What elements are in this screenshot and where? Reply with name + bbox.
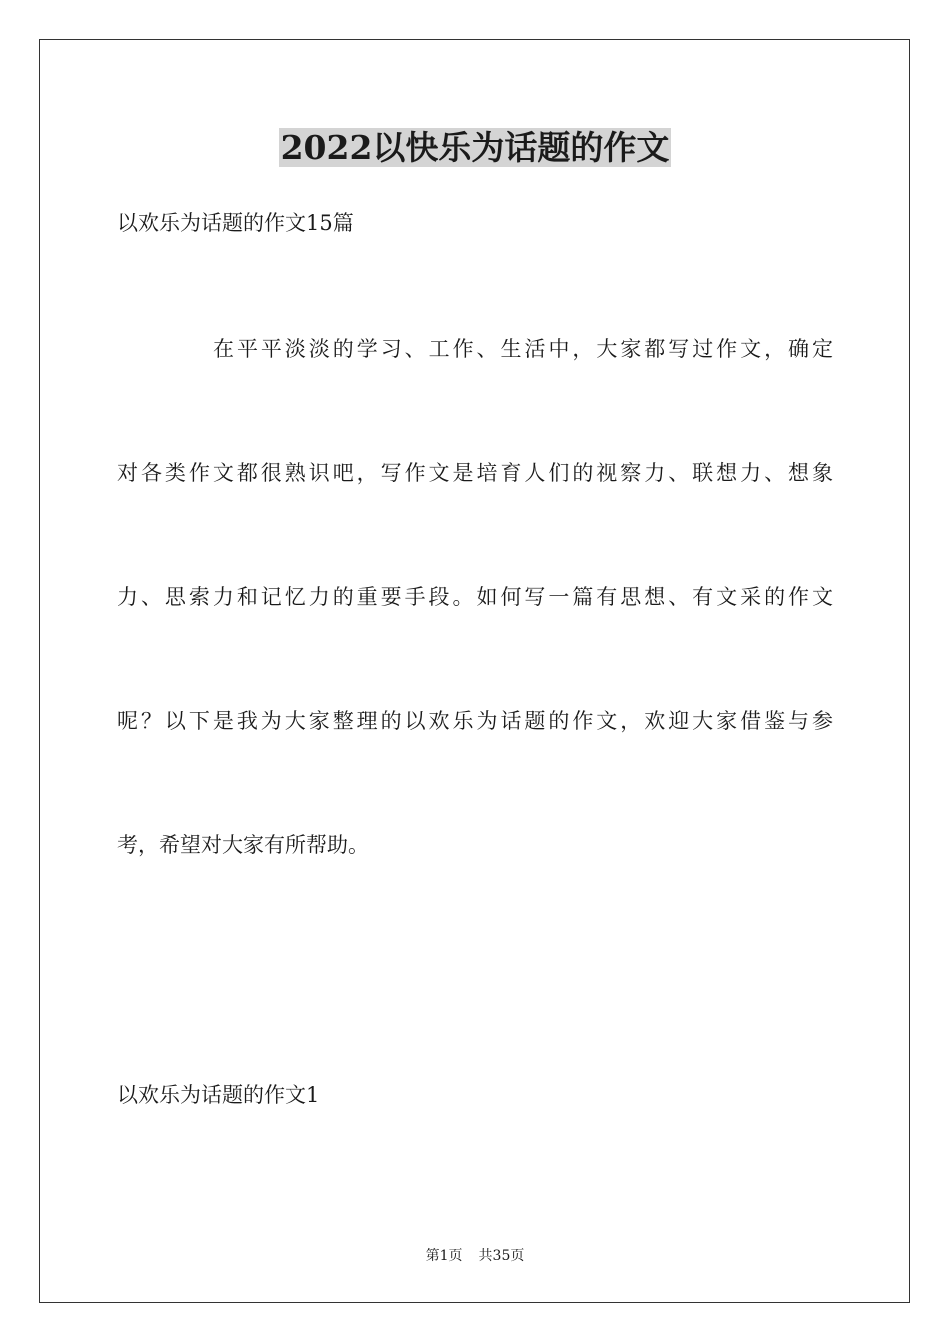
page-total: 共35页 (478, 1248, 525, 1264)
document-title (0, 124, 950, 172)
document-title-text: 2022以快乐为话题的作文 (280, 128, 670, 167)
page-footer (0, 1246, 950, 1266)
intro-line-1: 在平平淡淡的学习、工作、生活中，大家都写过作文，确定 (213, 337, 833, 361)
section-heading: 以欢乐为话题的作文1 (117, 1083, 320, 1107)
intro-line-5: 考，希望对大家有所帮助。 (117, 833, 369, 857)
page-number: 第1页 (425, 1248, 463, 1264)
document-subtitle: 以欢乐为话题的作文15篇 (117, 211, 354, 235)
intro-line-3: 力、思索力和记忆力的重要手段。如何写一篇有思想、有文采的作文 (117, 585, 833, 609)
intro-line-2: 对各类作文都很熟识吧，写作文是培育人们的视察力、联想力、想象 (117, 461, 833, 485)
intro-line-4: 呢？以下是我为大家整理的以欢乐为话题的作文，欢迎大家借鉴与参 (117, 709, 833, 733)
